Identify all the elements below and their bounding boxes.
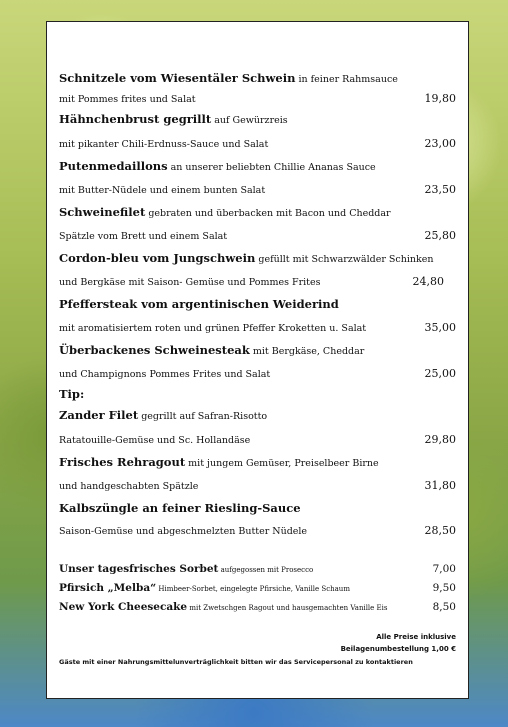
menu-line <box>59 387 458 405</box>
dish-name: Tip: <box>59 387 85 401</box>
dessert-description: Himbeer-Sorbet, eingelegte Pfirsiche, Vanille Schaum <box>156 585 350 593</box>
dish-price: 23,50 <box>424 183 456 196</box>
menu-line <box>59 251 458 269</box>
dessert-line <box>59 582 458 600</box>
dish-price: 31,80 <box>424 479 456 492</box>
dish-price: 29,80 <box>424 433 456 446</box>
dish-name: Putenmedaillons <box>59 159 168 173</box>
menu-line <box>59 182 458 200</box>
menu-line <box>59 432 458 450</box>
menu-line <box>59 91 458 109</box>
dish-price: 35,00 <box>424 321 456 334</box>
dessert-price: 9,50 <box>432 582 456 594</box>
dish-description: gefüllt mit Schwarzwälder Schinken <box>255 254 434 265</box>
dish-price: 24,80 <box>412 275 444 288</box>
menu-line <box>59 366 458 384</box>
menu-line <box>59 274 458 292</box>
menu-line <box>59 228 458 246</box>
allergy-disclaimer: Gäste mit einer Nahrungsmittelunverträglichkeit bitten wir das Servicepersonal zu kontaktieren <box>59 658 413 666</box>
dish-description: und handgeschabten Spätzle <box>59 481 199 492</box>
dish-description: an unserer beliebten Chillie Ananas Sauce <box>167 162 376 173</box>
dish-price: 25,00 <box>424 367 456 380</box>
menu-line <box>59 455 458 473</box>
dish-description: gegrillt auf Safran-Risotto <box>138 411 268 422</box>
menu-line <box>59 501 458 519</box>
dessert-price: 7,00 <box>432 563 456 575</box>
menu-line <box>59 159 458 177</box>
dessert-name: Pfirsich „Melba“ <box>59 582 157 594</box>
dessert-line <box>59 563 458 581</box>
dish-description: Ratatouille-Gemüse und Sc. Hollandäse <box>59 435 251 446</box>
dish-description: mit Butter-Nüdele und einem bunten Salat <box>59 185 266 196</box>
dessert-price: 8,50 <box>432 601 456 613</box>
dish-description: und Champignons Pommes Frites und Salat <box>59 369 271 380</box>
dish-price: 28,50 <box>424 524 456 537</box>
dish-name: Hähnchenbrust gegrillt <box>59 112 212 126</box>
menu-line <box>59 205 458 223</box>
dish-name: Cordon-bleu vom Jungschwein <box>59 251 256 265</box>
dish-description: mit Pommes frites und Salat <box>59 94 196 105</box>
dish-name: Frisches Rehragout <box>59 455 186 469</box>
dish-description: mit Bergkäse, Cheddar <box>249 346 365 357</box>
dish-price: 19,80 <box>424 92 456 105</box>
prices-inclusive-note: Alle Preise inklusive <box>376 633 456 641</box>
menu-line <box>59 71 458 89</box>
dish-description: mit aromatisiertem roten und grünen Pfeffer Kroketten u. Salat <box>59 323 367 334</box>
menu-line <box>59 343 458 361</box>
dish-description: gebraten und überbacken mit Bacon und Cheddar <box>145 208 391 219</box>
dish-description: mit jungem Gemüser, Preiselbeer Birne <box>185 458 379 469</box>
dish-price: 25,80 <box>424 229 456 242</box>
dish-description: Spätzle vom Brett und einem Salat <box>59 231 228 242</box>
dish-description: Saison-Gemüse und abgeschmelzten Butter Nüdele <box>59 526 308 537</box>
dish-description: auf Gewürzreis <box>211 115 288 126</box>
menu-card <box>46 21 469 699</box>
dessert-line <box>59 601 458 619</box>
dessert-name: New York Cheesecake <box>59 601 188 613</box>
menu-line <box>59 408 458 426</box>
menu-line <box>59 523 458 541</box>
dish-name: Zander Filet <box>59 408 139 422</box>
menu-line <box>59 478 458 496</box>
dish-description: mit pikanter Chili-Erdnuss-Sauce und Salat <box>59 139 269 150</box>
dish-name: Überbackenes Schweinesteak <box>59 343 250 357</box>
menu-line <box>59 297 458 315</box>
dish-description: und Bergkäse mit Saison- Gemüse und Pommes Frites <box>59 277 321 288</box>
dessert-description: aufgegossen mit Prosecco <box>218 566 314 574</box>
dish-name: Schweinefilet <box>59 205 146 219</box>
dish-name: Schnitzele vom Wiesentäler Schwein <box>59 71 296 85</box>
dessert-name: Unser tagesfrisches Sorbet <box>59 563 219 575</box>
dessert-description: mit Zwetschgen Ragout und hausgemachten Vanille Eis <box>187 604 388 612</box>
dish-name: Pfeffersteak vom argentinischen Weiderind <box>59 297 339 311</box>
dish-price: 23,00 <box>424 137 456 150</box>
menu-line <box>59 112 458 130</box>
dish-name: Kalbszüngle an feiner Riesling-Sauce <box>59 501 301 515</box>
menu-line <box>59 136 458 154</box>
menu-line <box>59 320 458 338</box>
side-dish-note: Beilagenumbestellung 1,00 € <box>340 645 456 653</box>
dish-description: in feiner Rahmsauce <box>295 74 398 85</box>
